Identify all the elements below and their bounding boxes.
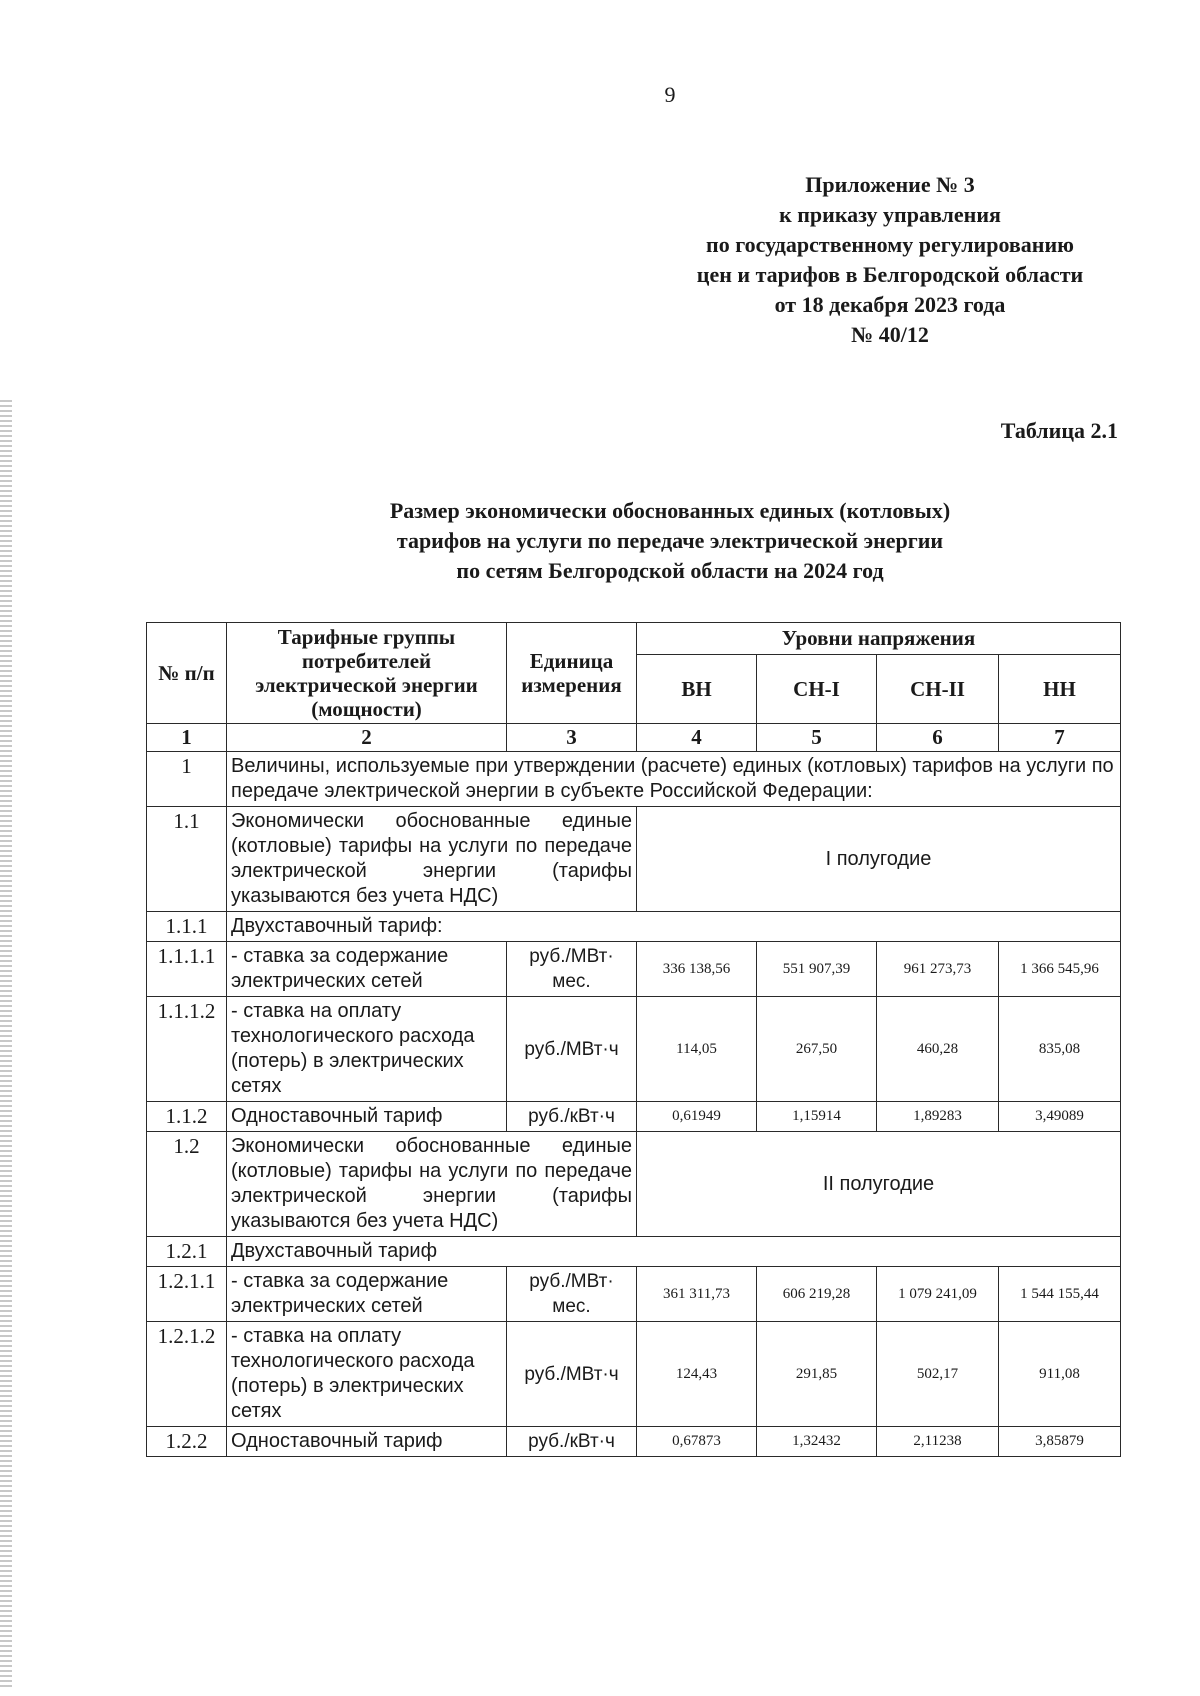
appendix-line: от 18 декабря 2023 года: [774, 292, 1006, 317]
table-row: [147, 1237, 1121, 1267]
unit-cell: руб./МВт·ч: [507, 1322, 637, 1427]
value-cell: 124,43: [637, 1322, 757, 1427]
row-number: 1.2: [147, 1132, 227, 1237]
value-cell: 291,85: [757, 1322, 877, 1427]
row-description: Экономически обоснованные единые (котловые) тарифы на услуги по передаче электрической энергии (тарифы указываются без учета НДС): [227, 807, 637, 912]
value-cell: 1,89283: [877, 1102, 999, 1132]
header-sn1: СН-I: [757, 654, 877, 723]
value-cell: 835,08: [999, 997, 1121, 1102]
row-number: 1.2.2: [147, 1427, 227, 1457]
document-title: [270, 496, 1070, 586]
page-number: 9: [664, 82, 676, 107]
row-number: 1.1: [147, 807, 227, 912]
row-number: 1.2.1.2: [147, 1322, 227, 1427]
value-cell: 1 366 545,96: [999, 942, 1121, 997]
column-number: 5: [757, 724, 877, 752]
header-unit: Единица измерения: [507, 623, 637, 724]
value-cell: 267,50: [757, 997, 877, 1102]
table-row: [147, 807, 1121, 912]
title-line: тарифов на услуги по передаче электрической энергии: [396, 528, 944, 553]
value-cell: 3,49089: [999, 1102, 1121, 1132]
value-cell: 961 273,73: [877, 942, 999, 997]
appendix-header: [660, 170, 1120, 350]
header-nn: НН: [999, 654, 1121, 723]
table-row: [147, 1102, 1121, 1132]
value-cell: 606 219,28: [757, 1267, 877, 1322]
unit-cell: руб./МВт·ч: [507, 997, 637, 1102]
value-cell: 551 907,39: [757, 942, 877, 997]
value-cell: 1,32432: [757, 1427, 877, 1457]
column-number: 7: [999, 724, 1121, 752]
column-number: 2: [227, 724, 507, 752]
row-description: - ставка за содержание электрических сетей: [227, 1267, 507, 1322]
unit-cell: руб./кВт·ч: [507, 1427, 637, 1457]
value-cell: 336 138,56: [637, 942, 757, 997]
row-number: 1.2.1.1: [147, 1267, 227, 1322]
row-description: - ставка на оплату технологического расхода (потерь) в электрических сетях: [227, 997, 507, 1102]
column-number: 1: [147, 724, 227, 752]
value-cell: 1,15914: [757, 1102, 877, 1132]
table-label: Таблица 2.1: [1000, 418, 1118, 443]
row-description: Одноставочный тариф: [227, 1102, 507, 1132]
table-row: [147, 1132, 1121, 1237]
appendix-line: к приказу управления: [779, 202, 1001, 227]
value-cell: 361 311,73: [637, 1267, 757, 1322]
row-number: 1.1.1: [147, 912, 227, 942]
column-number: 4: [637, 724, 757, 752]
header-voltage-levels: Уровни напряжения: [637, 623, 1121, 655]
column-number: 6: [877, 724, 999, 752]
unit-cell: руб./МВт· мес.: [507, 942, 637, 997]
table-row: [147, 942, 1121, 997]
title-line: по сетям Белгородской области на 2024 год: [456, 558, 884, 583]
table-row: [147, 1322, 1121, 1427]
period-label: II полугодие: [637, 1132, 1121, 1237]
scan-edge-artifact: [0, 400, 12, 1690]
header-row: [147, 623, 1121, 655]
header-sn2: СН-II: [877, 654, 999, 723]
value-cell: 1 079 241,09: [877, 1267, 999, 1322]
row-description: Одноставочный тариф: [227, 1427, 507, 1457]
value-cell: 3,85879: [999, 1427, 1121, 1457]
value-cell: 1 544 155,44: [999, 1267, 1121, 1322]
value-cell: 2,11238: [877, 1427, 999, 1457]
row-number: 1.1.1.1: [147, 942, 227, 997]
appendix-line: Приложение № 3: [805, 172, 975, 197]
appendix-line: по государственному регулированию: [706, 232, 1074, 257]
table-row: [147, 752, 1121, 807]
value-cell: 0,67873: [637, 1427, 757, 1457]
value-cell: 0,61949: [637, 1102, 757, 1132]
column-number-row: [147, 724, 1121, 752]
header-vn: ВН: [637, 654, 757, 723]
appendix-line: № 40/12: [851, 322, 929, 347]
table-row: [147, 1427, 1121, 1457]
row-description: - ставка на оплату технологического расхода (потерь) в электрических сетях: [227, 1322, 507, 1427]
row-number: 1.1.1.2: [147, 997, 227, 1102]
row-description: - ставка за содержание электрических сетей: [227, 942, 507, 997]
row-description: Двухставочный тариф:: [227, 912, 1121, 942]
unit-cell: руб./кВт·ч: [507, 1102, 637, 1132]
value-cell: 502,17: [877, 1322, 999, 1427]
value-cell: 911,08: [999, 1322, 1121, 1427]
column-number: 3: [507, 724, 637, 752]
value-cell: 114,05: [637, 997, 757, 1102]
header-groups: Тарифные группы потребителей электрической энергии (мощности): [227, 623, 507, 724]
unit-cell: руб./МВт· мес.: [507, 1267, 637, 1322]
section-description: Величины, используемые при утверждении (расчете) единых (котловых) тарифов на услуги по передаче электрической энергии в субъекте Российской Федерации:: [227, 752, 1121, 807]
row-number: 1.1.2: [147, 1102, 227, 1132]
title-line: Размер экономически обоснованных единых (котловых): [389, 498, 951, 523]
table-row: [147, 1267, 1121, 1322]
row-description: Экономически обоснованные единые (котловые) тарифы на услуги по передаче электрической энергии (тарифы указываются без учета НДС): [227, 1132, 637, 1237]
period-label: I полугодие: [637, 807, 1121, 912]
table-row: [147, 912, 1121, 942]
row-description: Двухставочный тариф: [227, 1237, 1121, 1267]
row-number: 1: [147, 752, 227, 807]
header-num: № п/п: [147, 623, 227, 724]
appendix-line: цен и тарифов в Белгородской области: [696, 262, 1084, 287]
value-cell: 460,28: [877, 997, 999, 1102]
row-number: 1.2.1: [147, 1237, 227, 1267]
table-row: [147, 997, 1121, 1102]
tariff-table: [146, 622, 1121, 1457]
